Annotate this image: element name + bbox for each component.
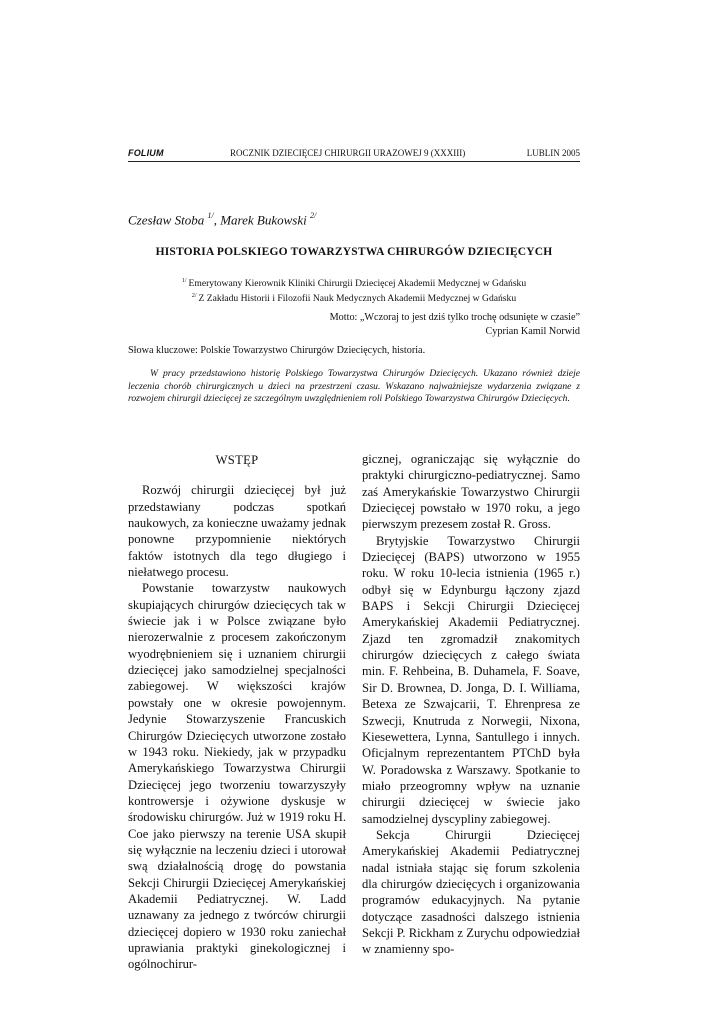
journal-title: ROCZNIK DZIECIĘCEJ CHIRURGII URAZOWEJ 9 (XXXIII) <box>230 148 466 158</box>
author-name: Czesław Stoba <box>128 212 205 228</box>
running-header <box>128 147 580 161</box>
right-column <box>362 451 580 958</box>
abstract: W pracy przedstawiono historię Polskiego Towarzystwa Chirurgów Dziecięcych. Ukazano również dzieje leczenia chorób chirurgicznych u dzieci na przestrzeni czasu. Wskazano najważniejsze wydarzenia związane z rozwojem chirurgii dziecięcej ze szczególnym uwzględnieniem roli Polskiego Towarzystwa Chirurgów Dziecięcych. <box>128 368 580 405</box>
affiliation-marker: 2/ <box>309 211 317 220</box>
keywords: Słowa kluczowe: Polskie Towarzystwo Chirurgów Dziecięcych, historia. <box>128 345 426 356</box>
body-paragraph: Rozwój chirurgii dziecięcej był już przedstawiany podczas spotkań naukowych, za konieczne uważamy jednak ponowne przypomnienie niektórych faktów istotnych dla tego długiego i niełatwego procesu. <box>128 483 346 580</box>
publisher-logo: FOLIUM <box>128 148 164 158</box>
body-paragraph: Powstanie towarzystw naukowych skupiających chirurgów dziecięcych tak w świecie jak i w Polsce związane było nierozerwalnie z procesem zakończonym wyodrębnieniem się i uznaniem chirurgii dziecięcej jako samodzielnej specjalności zabiegowej. W większości krajów powstały one w okresie powojennym. Jedynie Stowarzyszenie Francuskich Chirurgów Dziecięcych utworzone zostało w 1943 roku. Niekiedy, jak w przypadku Amerykańskiego Towarzystwa Chirurgii Dziecięcej jego tworzeniu towarzyszyły kontrowersje i ożywione dyskusje w środowisku chirurgów. Już w 1919 roku H. Coe jako pierwszy na terenie USA skupił się wyłącznie na leczeniu dzieci i utorował swą działalnością drogę do powstania Sekcji Chirurgii Dziecięcej Amerykańskiej Akademii Pediatrycznej. W. Ladd uznawany za jednego z twórców chirurgii dziecięcej dopiero w 1930 roku zaniechał uprawiania praktyki ginekologicznej i ogólnochirur- <box>128 581 346 972</box>
motto <box>330 311 580 339</box>
affiliation-text: Emerytowany Kierownik Kliniki Chirurgii Dziecięcej Akademii Medycznej w Gdańsku <box>188 278 527 290</box>
affiliations <box>128 275 580 305</box>
motto-quote: Motto: „Wczoraj to jest dziś tylko trochę odsunięte w czasie” <box>329 312 580 323</box>
publication-place-year: LUBLIN 2005 <box>526 148 580 158</box>
body-paragraph: Brytyjskie Towarzystwo Chirurgii Dziecięcej (BAPS) utworzono w 1955 roku. W roku 10-lecia istnienia (1965 r.) odbył się w Edynburgu łączony zjazd BAPS i Sekcji Chirurgii Dziecięcej Amerykańskiej Akademii Pediatrycznej. Zjazd ten zgromadził znakomitych chirurgów dziecięcych z całego świata min. F. Rehbeina, B. Duhamela, F. Soave, Sir D. Brownea, D. Jonga, D. I. Williama, Betexa ze Szwajcarii, T. Ehrenpresa ze Szwecji, Knutruda z Norwegii, Nixona, Kiesewettera, Lynna, Santullego i innych. Oficjalnym reprezentantem PTChD była W. Poradowska z Warszawy. Spotkanie to miało przeogromny wpływ na uznanie chirurgii dziecięcej w świecie jako samodzielnej dyscypliny zabiegowej. <box>362 533 580 826</box>
header-divider <box>128 161 580 162</box>
author-line <box>128 212 316 228</box>
affiliation-text: Z Zakładu Historii i Filozofii Nauk Medycznych Akademii Medycznej w Gdańsku <box>198 293 517 305</box>
author-separator: , <box>213 212 221 228</box>
left-column <box>128 452 346 973</box>
motto-attribution: Cyprian Kamil Norwid <box>485 326 580 337</box>
affiliation-marker: 1/ <box>181 278 187 284</box>
affiliation-marker: 2/ <box>191 293 197 300</box>
affiliation-line <box>128 275 580 290</box>
body-paragraph: Sekcja Chirurgii Dziecięcej Amerykańskiej Akademii Pediatrycznej nadal istniała stając się forum szkolenia dla chirurgów dziecięcych i organizowania programów edukacyjnych. Na pytanie dotyczące zasadności dalszego istnienia Sekcji P. Rickham z Zurychu odpowiedział w znamienny spo- <box>362 827 580 957</box>
author-name: Marek Bukowski <box>220 212 307 228</box>
article-title: HISTORIA POLSKIEGO TOWARZYSTWA CHIRURGÓW DZIECIĘCYCH <box>155 246 553 258</box>
affiliation-line <box>128 290 580 305</box>
section-heading: WSTĘP <box>215 453 259 467</box>
affiliation-marker: 1/ <box>207 211 214 220</box>
body-paragraph-continued: gicznej, ograniczając się wyłącznie do praktyki chirurgiczno-pediatrycznej. Samo zaś Amerykańskie Towarzystwo Chirurgii Dziecięcej powstało w 1970 roku, a jego pierwszym prezesem został R. Gross. <box>362 452 580 532</box>
